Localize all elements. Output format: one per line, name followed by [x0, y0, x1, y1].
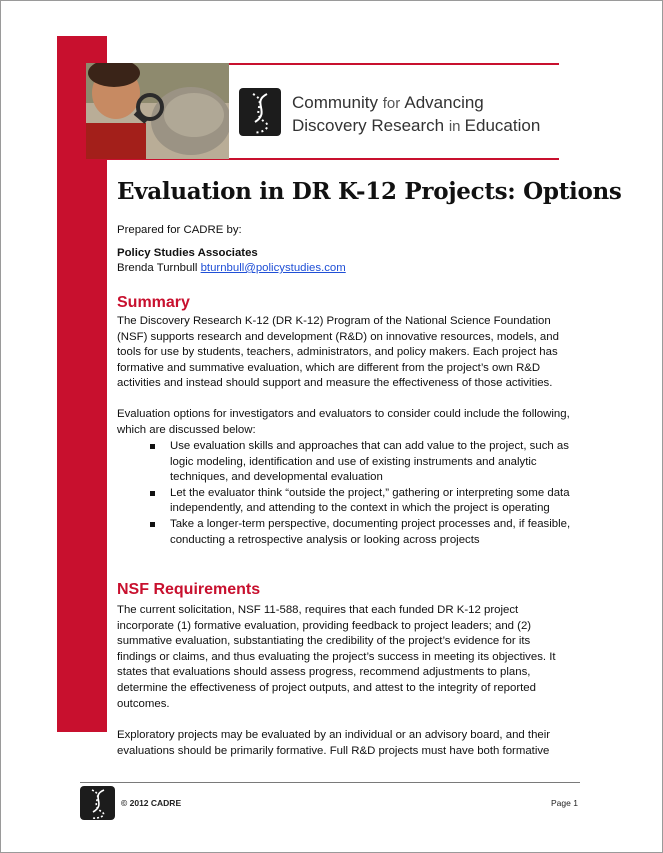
list-item [150, 486, 582, 517]
bullet-square-icon [150, 491, 155, 496]
photo-illustration [86, 63, 229, 159]
footer-rule [80, 782, 580, 783]
list-item-text: Let the evaluator think “outside the project,” gathering or interpreting some data independently, and attending to the context in which the project is operating [170, 486, 570, 515]
list-item [150, 439, 582, 486]
author-line [117, 261, 346, 277]
nsf-paragraph-2: Exploratory projects may be evaluated by an individual or an advisory board, and their evaluations should be primarily formative. Full R&D projects must have both formative [117, 729, 551, 757]
nsf-requirements-heading: NSF Requirements [117, 581, 261, 598]
org-line1-b: for [382, 95, 405, 112]
summary-paragraph-2: Evaluation options for investigators and evaluators to consider could include the following, which are discussed below: [117, 408, 570, 436]
list-item [150, 517, 582, 548]
footer-cadre-logo-icon [80, 786, 115, 820]
document-title: Evaluation in DR K-12 Projects: Options [117, 178, 622, 205]
author-organization: Policy Studies Associates [117, 247, 258, 259]
organization-name [292, 92, 540, 138]
list-item-text: Take a longer-term perspective, documenting project processes and, if feasible, conducting a retrospective analysis or looking across projects [170, 517, 571, 546]
cadre-helix-icon [239, 88, 281, 136]
cadre-logo-icon [239, 88, 281, 136]
options-list [150, 439, 582, 548]
summary-heading: Summary [117, 294, 190, 311]
author-name: Brenda Turnbull [117, 262, 201, 274]
org-line2-c: Education [464, 116, 541, 135]
copyright-text: © 2012 CADRE [121, 798, 182, 808]
bullet-square-icon [150, 522, 155, 527]
header-photo-child-magnifier [86, 63, 229, 159]
nsf-paragraph-1: The current solicitation, NSF 11-588, requires that each funded DR K-12 project incorporate (1) formative evaluation, providing feedback to project leaders; and (2) summative evaluation, substantiating the credibility of the project’s evidence for its findings or claims, and thus evaluating the project’s success in meeting its objectives. It states that evaluations should assess progress, recommend adjustments to plans, determine the effectiveness of project outputs, and attest to the integrity of reported outcomes. [117, 604, 556, 710]
page-number: Page 1 [551, 798, 578, 808]
summary-paragraph-1: The Discovery Research K-12 (DR K-12) Program of the National Science Foundation (NSF) supports research and development (R&D) on innovative resources, models, and tools for use by students, teachers, administrators, and policy makers. Each project has formative and summative evaluation, which are different from the project’s own R&D activities and instead should support and measure the effectiveness of those activities. [117, 315, 559, 390]
footer-helix-icon [80, 786, 115, 820]
org-line1-a: Community [292, 93, 383, 112]
list-item-text: Use evaluation skills and approaches that can add value to the project, such as logic modeling, identification and use of existing instruments and analytic techniques, and developmental evaluation [170, 440, 569, 484]
org-line2-a: Discovery Research [292, 116, 449, 135]
bullet-square-icon [150, 444, 155, 449]
org-line2-b: in [448, 118, 465, 135]
prepared-for: Prepared for CADRE by: [117, 224, 242, 236]
author-email-link[interactable]: bturnbull@policystudies.com [200, 262, 346, 274]
org-line1-c: Advancing [404, 93, 484, 112]
